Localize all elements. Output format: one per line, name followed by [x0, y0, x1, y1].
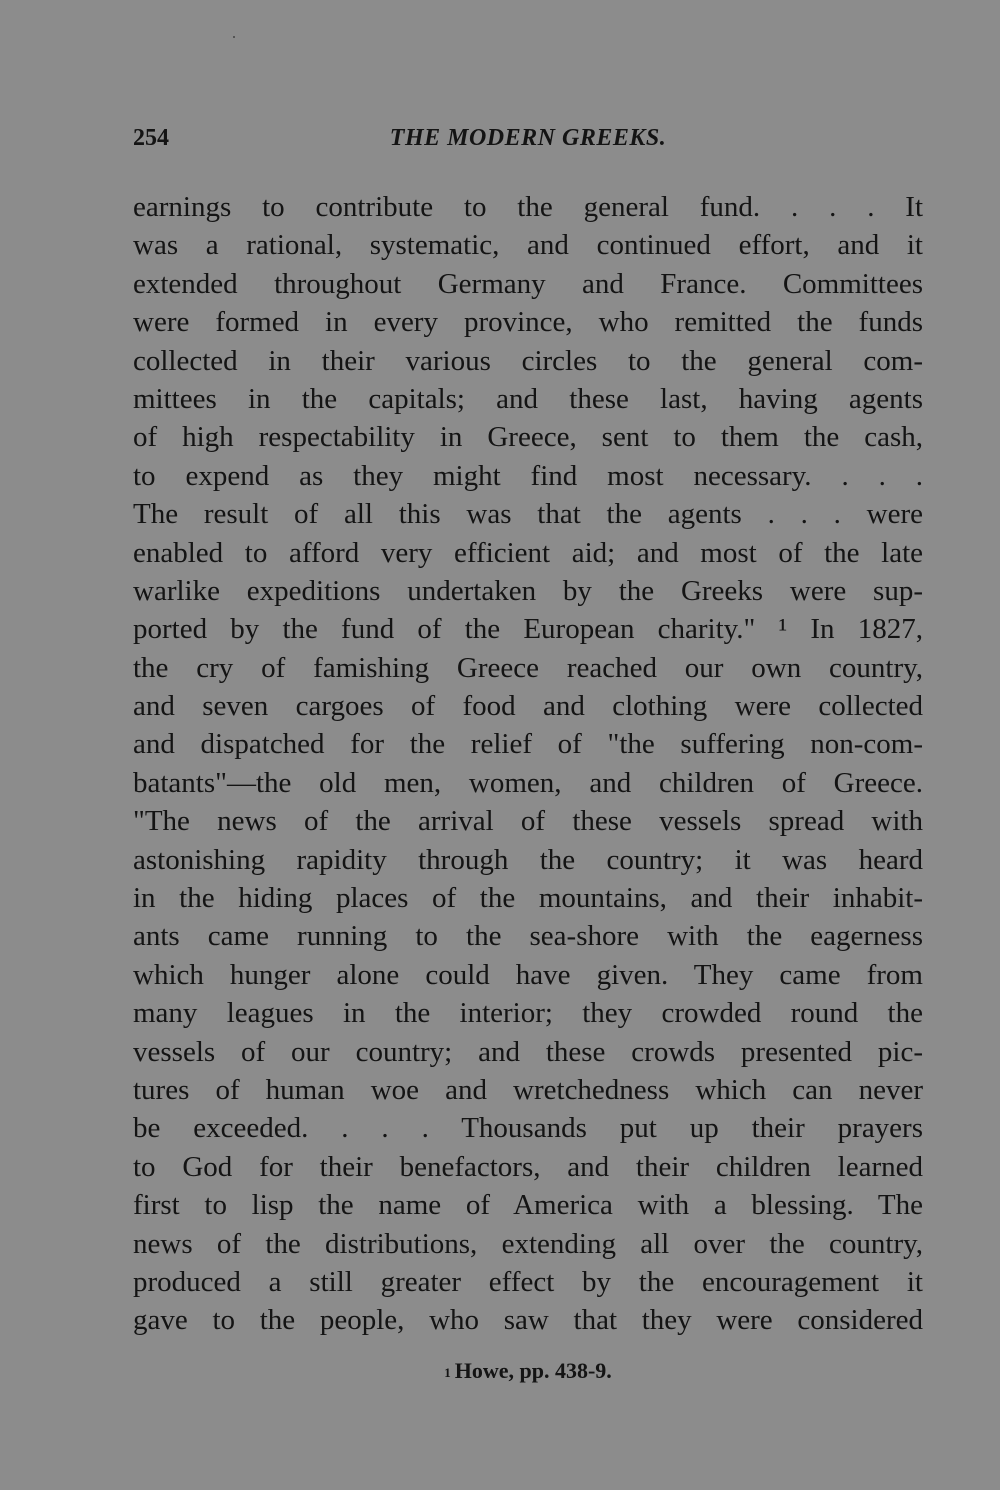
footnote [133, 1353, 923, 1389]
text-line: were formed in every province, who remitted the funds [133, 306, 923, 339]
text-line: collected in their various circles to the general com- [133, 344, 923, 377]
text-line: and seven cargoes of food and clothing were collected [133, 690, 923, 723]
text-line: extended throughout Germany and France. Committees [133, 267, 923, 300]
text-line: in the hiding places of the mountains, and their inhabit- [133, 882, 923, 915]
running-title: THE MODERN GREEKS. [389, 125, 667, 151]
text-line: of high respectability in Greece, sent to them the cash, [133, 421, 923, 454]
text-line: gave to the people, who saw that they were considered [133, 1304, 923, 1337]
text-line: The result of all this was that the agents . . . were [133, 498, 923, 531]
text-line: ants came running to the sea-shore with the eagerness [133, 920, 923, 953]
text-line: mittees in the capitals; and these last, having agents [133, 382, 923, 415]
text-line: to expend as they might find most necessary. . . . [133, 459, 923, 492]
text-line: enabled to afford very efficient aid; and most of the late [133, 536, 923, 569]
footnote-marker: 1 [444, 1365, 451, 1380]
text-line: which hunger alone could have given. They came from [133, 958, 923, 991]
text-line: was a rational, systematic, and continued effort, and it [133, 229, 923, 262]
text-line: "The news of the arrival of these vessels spread with [133, 805, 923, 838]
footnote-text: Howe, pp. 438-9. [454, 1358, 612, 1383]
text-line: many leagues in the interior; they crowded round the [133, 997, 923, 1030]
page-header [133, 118, 923, 158]
text-line: vessels of our country; and these crowds presented pic- [133, 1035, 923, 1068]
text-line: warlike expeditions undertaken by the Greeks were sup- [133, 574, 923, 607]
text-line: news of the distributions, extending all over the country, [133, 1227, 923, 1260]
text-line: earnings to contribute to the general fund. . . . It [133, 191, 923, 223]
page-number: 254 [133, 125, 169, 151]
text-line: to God for their benefactors, and their children learned [133, 1150, 923, 1183]
print-speck [233, 36, 235, 38]
text-line: be exceeded. . . . Thousands put up their prayers [133, 1112, 923, 1145]
text-line: the cry of famishing Greece reached our own country, [133, 651, 923, 684]
body-text [133, 188, 923, 1340]
text-line: batants"—the old men, women, and children of Greece. [133, 766, 923, 799]
text-line: astonishing rapidity through the country; it was heard [133, 843, 923, 876]
text-line: produced a still greater effect by the encouragement it [133, 1265, 923, 1298]
text-line: first to lisp the name of America with a blessing. The [133, 1189, 923, 1222]
text-line: tures of human woe and wretchedness which can never [133, 1073, 923, 1106]
text-line: ported by the fund of the European charity." ¹ In 1827, [133, 613, 923, 646]
text-line: and dispatched for the relief of "the suffering non-com- [133, 728, 923, 761]
